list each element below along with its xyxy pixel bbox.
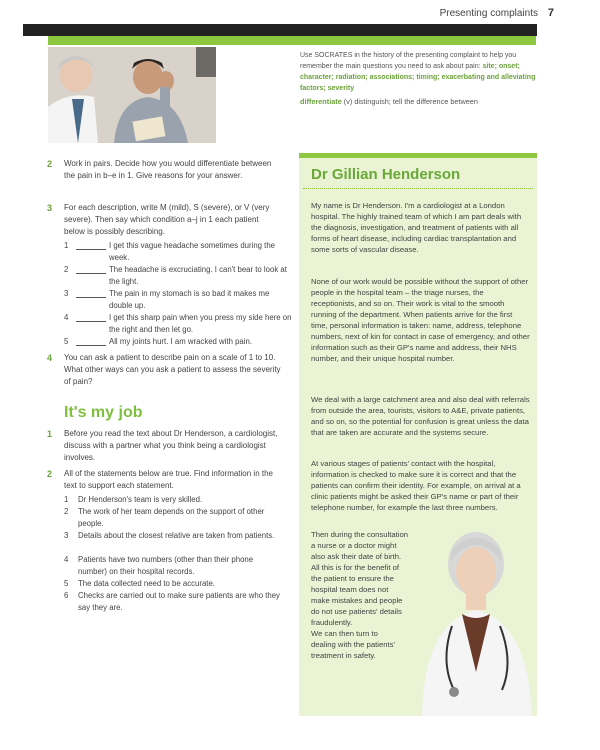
doctor-patient-photo — [48, 47, 216, 143]
list-item: 4 Patients have two numbers (other than their phone number) on their hospital records. — [64, 555, 254, 576]
question-3 — [47, 202, 279, 238]
page-number: 7 — [547, 7, 554, 19]
question-text: Work in pairs. Decide how you would differentiate between the pain in b–e in 1. Give reasons for your answer. — [64, 159, 272, 180]
definition — [300, 97, 540, 106]
list-item: 2 The work of her team depends on the support of other people. — [64, 507, 265, 528]
answer-blank[interactable] — [76, 297, 106, 298]
top-dark-bar — [23, 24, 537, 36]
question-number: 4 — [47, 353, 53, 363]
socrates-terms: site; onset; character; radiation; associations; timing; exacerbating and alleviating factors; severity — [300, 63, 536, 92]
list-item: 3 Details about the closest relative are taken from patients. — [64, 531, 275, 540]
question-text: Before you read the text about Dr Henderson, a cardiologist, discuss with a partner what you think being a cardiologist involves. — [64, 429, 278, 462]
panel-title-divider — [303, 188, 533, 189]
socrates-intro: Use SOCRATES in the history of the presenting complaint to help you remember the main questions you need to ask about pain: — [300, 52, 517, 70]
list-item: 5 The data collected need to be accurate. — [64, 579, 215, 588]
panel-paragraph: We deal with a large catchment area and also deal with referrals from outside the area, tourists, visitors to A&E, private patients, and so on, so the potential for confusion is great unless the data that are taken are accurate and the systems secure. — [311, 395, 530, 437]
answer-blank[interactable] — [76, 273, 106, 274]
running-header: Presenting complaints — [439, 8, 538, 19]
panel-paragraph: My name is Dr Henderson. I'm a cardiologist at a London hospital. The highly trained team of which I am part deals with the diagnosis, investigation, and treatment of patients with all forms of heart disease, including cardiac transplantation and some sorts of vascular disease. — [311, 201, 522, 254]
answer-blank[interactable] — [76, 249, 106, 250]
panel-paragraph: Then during the consultation a nurse or a doctor might also ask their date of birth. All this is for the benefit of the patient to ensure the hospital team does not make mistakes and people do not use patients' details fraudulently. — [311, 530, 409, 627]
question-4 — [47, 352, 286, 388]
list-item: 5 All my joints hurt. I am wracked with pain. — [64, 337, 252, 346]
list-item: 6 Checks are carried out to make sure patients are who they say they are. — [64, 591, 280, 612]
job-question-1 — [47, 428, 286, 464]
job-q2-items — [64, 494, 294, 624]
question-text: For each description, write M (mild), S (severe), or V (very severe). Then say which condition a–j in 1 each patient below is possibly describing. — [64, 203, 270, 236]
question-number: 2 — [47, 469, 53, 479]
q3-items — [64, 240, 294, 370]
definition-text: (v) distinguish; tell the difference between — [343, 97, 478, 106]
question-number: 2 — [47, 159, 53, 169]
top-green-bar — [48, 36, 536, 45]
doctor-portrait — [418, 522, 534, 716]
question-number: 1 — [47, 429, 53, 439]
list-item: 1 I get this vague headache sometimes during the week. — [64, 241, 276, 262]
definition-word: differentiate — [300, 97, 342, 106]
question-text: You can ask a patient to describe pain on a scale of 1 to 10. What other ways can you ask a patient to assess the severity of pain? — [64, 353, 281, 386]
question-number: 3 — [47, 203, 53, 213]
job-question-2 — [47, 468, 286, 492]
question-text: All of the statements below are true. Find information in the text to support each statement. — [64, 469, 273, 490]
panel-paragraph: We can then turn to dealing with the patients' treatment in safety. — [311, 629, 395, 660]
panel-paragraph: At various stages of patients' contact with the hospital, information is checked to make sure it is correct and that the patients can confirm their identity. For example, on arrival at a clinic patients might be asked their GP's name or part of their telephone number, for example the last three numbers. — [311, 459, 521, 512]
list-item: 2 The headache is excruciating. I can't bear to look at the light. — [64, 265, 287, 286]
socrates-note — [300, 50, 540, 94]
list-item: 1 Dr Henderson's team is very skilled. — [64, 495, 203, 504]
panel-paragraph: None of our work would be possible without the support of other people in the hospital team – the triage nurses, the receptionists, and so on. Their work is vital to the smooth running of the department. When patients arrive for the first time, personal information is taken: name, address, telephone numbers, next of kin for contact in case of emergency, and other information such as their GP's name and address, their NHS number, and their unique hospital number. — [311, 277, 530, 363]
section-heading: It's my job — [64, 404, 143, 421]
list-item: 4 I get this sharp pain when you press my side here on the right and then let go. — [64, 313, 292, 334]
answer-blank[interactable] — [76, 345, 106, 346]
answer-blank[interactable] — [76, 321, 106, 322]
panel-title: Dr Gillian Henderson — [311, 166, 461, 183]
question-2 — [47, 158, 279, 182]
list-item: 3 The pain in my stomach is so bad it makes me double up. — [64, 289, 270, 310]
